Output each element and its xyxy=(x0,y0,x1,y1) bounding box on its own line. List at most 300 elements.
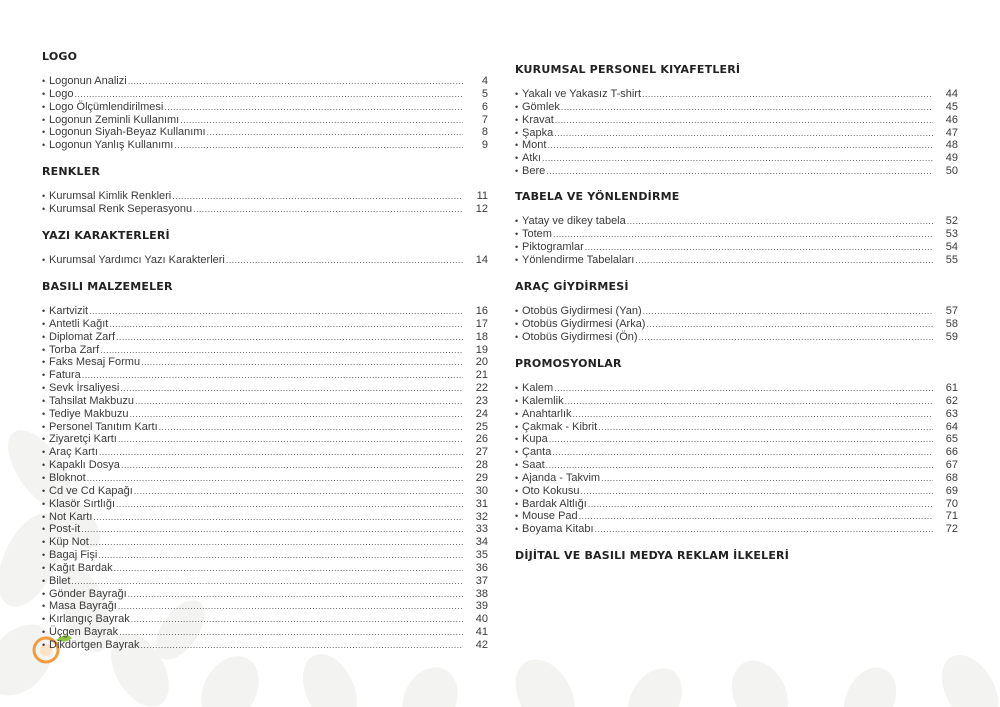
toc-entry[interactable] xyxy=(515,215,958,228)
toc-entry-label: Gönder Bayrağı xyxy=(49,587,127,600)
toc-entry-page-number: 38 xyxy=(475,587,488,600)
toc-section-kurumsal-personel-kiyafetleri xyxy=(515,63,958,178)
toc-entry[interactable] xyxy=(42,408,488,421)
dot-leader xyxy=(114,562,463,575)
toc-entry-label: Kurumsal Kimlik Renkleri xyxy=(49,190,172,202)
dot-leader xyxy=(119,626,463,639)
toc-entry[interactable] xyxy=(515,152,958,165)
toc-entry-label: Fatura xyxy=(49,369,81,382)
dot-leader xyxy=(547,139,933,152)
dot-leader xyxy=(172,190,463,203)
toc-entry-page-number: 62 xyxy=(945,394,958,407)
toc-entry-label: Kravat xyxy=(522,113,554,126)
toc-entry[interactable] xyxy=(42,459,488,472)
toc-entry[interactable] xyxy=(42,75,488,88)
toc-entry-page-number: 26 xyxy=(475,433,488,446)
bullet-icon: • xyxy=(42,127,46,138)
toc-entry-label: Atkı xyxy=(522,152,541,165)
dot-leader xyxy=(552,446,933,459)
toc-entry[interactable] xyxy=(42,575,488,588)
dot-leader xyxy=(554,382,933,395)
dot-leader xyxy=(546,165,933,178)
toc-entry[interactable] xyxy=(42,511,488,524)
dot-leader xyxy=(553,228,933,241)
toc-entry[interactable] xyxy=(515,88,958,101)
bullet-icon: • xyxy=(515,228,519,239)
toc-entry-page-number: 16 xyxy=(475,305,488,317)
dot-leader xyxy=(635,254,933,267)
bullet-icon: • xyxy=(42,639,46,650)
dot-leader xyxy=(135,395,463,408)
toc-entry[interactable] xyxy=(515,254,958,267)
toc-entry[interactable] xyxy=(515,485,958,498)
dot-leader xyxy=(118,600,463,613)
toc-entry[interactable] xyxy=(515,433,958,446)
toc-entry-label: Yönlendirme Tabelaları xyxy=(522,253,635,266)
toc-entry-page-number: 8 xyxy=(481,126,488,139)
toc-entry-label: Logonun Siyah-Beyaz Kullanımı xyxy=(49,126,206,139)
toc-entry-label: Kağıt Bardak xyxy=(49,561,113,574)
bullet-icon: • xyxy=(42,357,46,368)
toc-entry-label: Logo xyxy=(49,87,74,100)
bullet-icon: • xyxy=(515,89,519,99)
toc-entry-label: Sevk İrsaliyesi xyxy=(49,382,120,395)
bullet-icon: • xyxy=(42,421,46,432)
toc-entry[interactable] xyxy=(515,318,958,331)
toc-entry[interactable] xyxy=(42,613,488,626)
toc-entry-label: Piktogramlar xyxy=(522,240,584,253)
toc-entry-page-number: 4 xyxy=(481,75,488,87)
toc-entry-label: Bilet xyxy=(49,574,71,587)
toc-entry-page-number: 29 xyxy=(475,471,488,484)
bullet-icon: • xyxy=(42,562,46,573)
toc-entry[interactable] xyxy=(42,523,488,536)
bullet-icon: • xyxy=(42,447,46,458)
toc-entry[interactable] xyxy=(515,305,958,318)
toc-entry[interactable] xyxy=(42,446,488,459)
toc-entry[interactable] xyxy=(515,421,958,434)
toc-entry-page-number: 42 xyxy=(475,638,488,651)
toc-entry-label: Mont xyxy=(522,139,547,152)
toc-entry-page-number: 34 xyxy=(475,536,488,549)
dot-leader xyxy=(565,395,933,408)
dot-leader xyxy=(639,331,933,344)
section-title: TABELA VE YÖNLENDİRME xyxy=(515,190,680,203)
toc-entry-page-number: 41 xyxy=(475,626,488,639)
toc-entry-page-number: 55 xyxy=(945,253,958,266)
toc-entry-page-number: 49 xyxy=(945,152,958,165)
toc-list xyxy=(515,88,958,178)
toc-entry-page-number: 44 xyxy=(945,88,958,100)
bullet-icon: • xyxy=(515,383,519,393)
toc-entry[interactable] xyxy=(515,228,958,241)
bullet-icon: • xyxy=(42,191,46,201)
bullet-icon: • xyxy=(42,537,46,548)
toc-entry[interactable] xyxy=(42,549,488,562)
bullet-icon: • xyxy=(42,434,46,445)
toc-entry[interactable] xyxy=(42,382,488,395)
bullet-icon: • xyxy=(515,140,519,151)
dot-leader xyxy=(90,536,463,549)
bullet-icon: • xyxy=(42,588,46,599)
toc-entry-page-number: 71 xyxy=(945,510,958,523)
toc-entry[interactable] xyxy=(42,331,488,344)
toc-entry[interactable] xyxy=(515,395,958,408)
toc-entry-page-number: 59 xyxy=(945,330,958,343)
dot-leader xyxy=(109,318,463,331)
dot-leader xyxy=(595,523,933,536)
toc-entry[interactable] xyxy=(42,114,488,127)
toc-entry-label: Not Kartı xyxy=(49,510,93,523)
dot-leader xyxy=(98,549,463,562)
dot-leader xyxy=(130,408,464,421)
toc-entry[interactable] xyxy=(42,600,488,613)
toc-entry[interactable] xyxy=(515,127,958,140)
toc-entry-label: Yatay ve dikey tabela xyxy=(522,215,626,227)
toc-entry-label: Kalemlik xyxy=(522,394,564,407)
bullet-icon: • xyxy=(515,511,519,522)
toc-entry-label: Logonun Analizi xyxy=(49,75,127,87)
toc-entry-page-number: 35 xyxy=(475,549,488,562)
bullet-icon: • xyxy=(42,498,46,509)
toc-entry-label: Saat xyxy=(522,459,545,472)
bullet-icon: • xyxy=(42,370,46,381)
toc-entry-page-number: 58 xyxy=(945,317,958,330)
dot-leader xyxy=(100,344,463,357)
bullet-icon: • xyxy=(42,575,46,586)
toc-entry-page-number: 57 xyxy=(945,305,958,317)
toc-entry-label: Post-it xyxy=(49,523,81,536)
bullet-icon: • xyxy=(42,383,46,394)
section-title: YAZI KARAKTERLERİ xyxy=(42,229,170,242)
toc-entry-page-number: 18 xyxy=(475,330,488,343)
toc-entry-label: Bere xyxy=(522,165,546,178)
toc-section-promosyonlar xyxy=(515,357,958,536)
toc-entry-page-number: 24 xyxy=(475,407,488,420)
toc-entry-label: Çanta xyxy=(522,446,552,459)
toc-entry[interactable] xyxy=(515,139,958,152)
bullet-icon: • xyxy=(515,216,519,226)
toc-entry-page-number: 72 xyxy=(945,523,958,536)
bullet-icon: • xyxy=(515,447,519,458)
toc-entry-page-number: 67 xyxy=(945,459,958,472)
toc-entry-label: Yakalı ve Yakasız T-shirt xyxy=(522,88,642,100)
toc-entry-page-number: 63 xyxy=(945,407,958,420)
section-title: BASILI MALZEMELER xyxy=(42,280,173,293)
toc-entry-label: Logonun Zeminli Kullanımı xyxy=(49,113,180,126)
toc-entry[interactable] xyxy=(515,114,958,127)
dot-leader xyxy=(141,356,463,369)
toc-entry[interactable] xyxy=(42,588,488,601)
toc-entry[interactable] xyxy=(42,356,488,369)
dot-leader xyxy=(573,408,933,421)
toc-entry-page-number: 40 xyxy=(475,613,488,626)
toc-entry-page-number: 9 xyxy=(481,139,488,152)
toc-entry-label: Küp Not xyxy=(49,536,89,549)
bullet-icon: • xyxy=(515,166,519,177)
toc-section-arac-giydirmesi xyxy=(515,280,958,343)
dot-leader xyxy=(579,510,933,523)
toc-entry-page-number: 20 xyxy=(475,356,488,369)
toc-list xyxy=(515,215,958,266)
dot-leader xyxy=(546,459,933,472)
dot-leader xyxy=(174,139,463,152)
toc-entry-page-number: 66 xyxy=(945,446,958,459)
toc-entry-label: Kapaklı Dosya xyxy=(49,459,120,472)
toc-entry[interactable] xyxy=(515,165,958,178)
bullet-icon: • xyxy=(515,101,519,112)
dot-leader xyxy=(128,588,463,601)
bullet-icon: • xyxy=(515,408,519,419)
bullet-icon: • xyxy=(515,153,519,164)
toc-entry-page-number: 36 xyxy=(475,561,488,574)
toc-entry[interactable] xyxy=(515,498,958,511)
toc-entry[interactable] xyxy=(42,472,488,485)
toc-entry-label: Cd ve Cd Kapağı xyxy=(49,484,133,497)
toc-entry-page-number: 14 xyxy=(475,254,488,266)
toc-entry-label: Logo Ölçümlendirilmesi xyxy=(49,100,164,113)
toc-entry[interactable] xyxy=(42,318,488,331)
dot-leader xyxy=(193,203,463,216)
dot-leader xyxy=(554,127,933,140)
toc-entry[interactable] xyxy=(515,331,958,344)
toc-entry[interactable] xyxy=(42,498,488,511)
section-title: LOGO xyxy=(42,50,78,63)
bullet-icon: • xyxy=(42,88,46,99)
toc-entry-label: Kalem xyxy=(522,382,554,394)
toc-entry-label: Faks Mesaj Formu xyxy=(49,356,141,369)
dot-leader xyxy=(118,433,463,446)
toc-entry[interactable] xyxy=(515,472,958,485)
bullet-icon: • xyxy=(515,472,519,483)
bullet-icon: • xyxy=(515,395,519,406)
toc-entry-label: Mouse Pad xyxy=(522,510,578,523)
toc-entry-page-number: 32 xyxy=(475,510,488,523)
dot-leader xyxy=(226,254,463,267)
toc-entry[interactable] xyxy=(42,433,488,446)
toc-entry-page-number: 5 xyxy=(481,87,488,100)
bullet-icon: • xyxy=(42,627,46,638)
toc-entry-page-number: 50 xyxy=(945,165,958,178)
bullet-icon: • xyxy=(515,524,519,535)
dot-leader xyxy=(646,318,933,331)
toc-section-renkler xyxy=(42,165,488,215)
bullet-icon: • xyxy=(42,318,46,329)
bullet-icon: • xyxy=(42,76,46,86)
dot-leader xyxy=(549,433,933,446)
toc-entry[interactable] xyxy=(42,485,488,498)
dot-leader xyxy=(627,215,933,228)
toc-list xyxy=(42,190,488,216)
toc-list xyxy=(515,305,958,344)
toc-entry[interactable] xyxy=(42,536,488,549)
dot-leader xyxy=(642,88,933,101)
toc-entry-label: Üçgen Bayrak xyxy=(49,626,119,639)
bullet-icon: • xyxy=(515,498,519,509)
bullet-icon: • xyxy=(42,395,46,406)
toc-entry[interactable] xyxy=(42,421,488,434)
dot-leader xyxy=(585,241,933,254)
bullet-icon: • xyxy=(42,306,46,316)
toc-entry-label: Otobüs Giydirmesi (Ön) xyxy=(522,330,638,343)
dot-leader xyxy=(82,369,463,382)
dot-leader xyxy=(141,639,464,652)
toc-entry[interactable] xyxy=(42,88,488,101)
toc-entry-page-number: 28 xyxy=(475,459,488,472)
toc-entry-page-number: 52 xyxy=(945,215,958,227)
toc-entry-page-number: 47 xyxy=(945,126,958,139)
dot-leader xyxy=(598,421,933,434)
toc-entry-page-number: 68 xyxy=(945,471,958,484)
toc-entry-page-number: 33 xyxy=(475,523,488,536)
bullet-icon: • xyxy=(515,421,519,432)
toc-entry-page-number: 25 xyxy=(475,420,488,433)
bullet-icon: • xyxy=(42,601,46,612)
toc-entry-page-number: 70 xyxy=(945,497,958,510)
toc-entry[interactable] xyxy=(515,241,958,254)
bullet-icon: • xyxy=(515,460,519,471)
dot-leader xyxy=(159,421,463,434)
bullet-icon: • xyxy=(42,203,46,214)
dot-leader xyxy=(561,101,933,114)
bullet-icon: • xyxy=(42,472,46,483)
toc-section-dijital-ve-basili-medya xyxy=(515,549,958,563)
dot-leader xyxy=(71,575,463,588)
bullet-icon: • xyxy=(42,460,46,471)
toc-entry-page-number: 23 xyxy=(475,394,488,407)
dot-leader xyxy=(542,152,933,165)
toc-section-basili-malzemeler xyxy=(42,280,488,651)
bullet-icon: • xyxy=(42,408,46,419)
bullet-icon: • xyxy=(42,114,46,125)
toc-entry-page-number: 48 xyxy=(945,139,958,152)
section-title: PROMOSYONLAR xyxy=(515,357,622,370)
toc-entry[interactable] xyxy=(42,639,488,652)
toc-entry[interactable] xyxy=(42,626,488,639)
toc-entry-label: Boyama Kitabı xyxy=(522,523,594,536)
toc-entry-page-number: 46 xyxy=(945,113,958,126)
toc-entry[interactable] xyxy=(42,344,488,357)
toc-entry[interactable] xyxy=(42,305,488,318)
toc-entry[interactable] xyxy=(42,126,488,139)
toc-section-tabela-ve-yonlendirme xyxy=(515,190,958,266)
bullet-icon: • xyxy=(42,255,46,265)
toc-entry-label: Bardak Altlığı xyxy=(522,497,587,510)
toc-entry-page-number: 19 xyxy=(475,343,488,356)
toc-entry-label: Kurumsal Yardımcı Yazı Karakterleri xyxy=(49,254,225,266)
toc-entry-label: Çakmak - Kibrit xyxy=(522,420,598,433)
bullet-icon: • xyxy=(515,306,519,316)
toc-entry-page-number: 39 xyxy=(475,600,488,613)
toc-entry-label: Klasör Sırtlığı xyxy=(49,497,116,510)
toc-entry[interactable] xyxy=(515,510,958,523)
toc-entry-label: Logonun Yanlış Kullanımı xyxy=(49,139,174,152)
toc-entry-page-number: 22 xyxy=(475,382,488,395)
toc-entry-label: Personel Tanıtım Kartı xyxy=(49,420,158,433)
bullet-icon: • xyxy=(42,485,46,496)
toc-entry-label: Kurumsal Renk Seperasyonu xyxy=(49,202,193,215)
toc-entry-label: Ajanda - Takvim xyxy=(522,471,601,484)
toc-entry-label: Tahsilat Makbuzu xyxy=(49,394,134,407)
toc-entry-label: Torba Zarf xyxy=(49,343,100,356)
bullet-icon: • xyxy=(515,331,519,342)
toc-entry[interactable] xyxy=(42,139,488,152)
toc-entry-page-number: 30 xyxy=(475,484,488,497)
toc-entry-label: Anahtarlık xyxy=(522,407,572,420)
toc-entry[interactable] xyxy=(515,446,958,459)
toc-entry[interactable] xyxy=(515,459,958,472)
toc-entry-page-number: 65 xyxy=(945,433,958,446)
bullet-icon: • xyxy=(42,344,46,355)
dot-leader xyxy=(128,75,463,88)
toc-entry-label: Tediye Makbuzu xyxy=(49,407,129,420)
dot-leader xyxy=(116,331,463,344)
dot-leader xyxy=(116,498,463,511)
toc-entry[interactable] xyxy=(42,395,488,408)
toc-entry[interactable] xyxy=(515,101,958,114)
bullet-icon: • xyxy=(515,318,519,329)
bullet-icon: • xyxy=(42,614,46,625)
toc-entry-label: Otobüs Giydirmesi (Yan) xyxy=(522,305,642,317)
toc-entry[interactable] xyxy=(515,382,958,395)
dot-leader xyxy=(131,613,463,626)
toc-entry-page-number: 21 xyxy=(475,369,488,382)
dot-leader xyxy=(93,511,463,524)
toc-entry[interactable] xyxy=(42,203,488,216)
dot-leader xyxy=(134,485,463,498)
dot-leader xyxy=(120,382,463,395)
toc-entry-label: Araç Kartı xyxy=(49,446,98,459)
toc-entry[interactable] xyxy=(42,101,488,114)
toc-entry-label: Antetli Kağıt xyxy=(49,317,109,330)
section-title: DİJİTAL VE BASILI MEDYA REKLAM İLKELERİ xyxy=(515,549,789,562)
toc-entry-label: Totem xyxy=(522,227,552,240)
toc-entry-page-number: 53 xyxy=(945,227,958,240)
dot-leader xyxy=(74,88,463,101)
section-title: ARAÇ GİYDİRMESİ xyxy=(515,280,629,293)
toc-entry-label: Gömlek xyxy=(522,100,560,113)
toc-entry-label: Bagaj Fişi xyxy=(49,549,98,562)
toc-entry-page-number: 64 xyxy=(945,420,958,433)
toc-list xyxy=(515,382,958,536)
bullet-icon: • xyxy=(42,511,46,522)
toc-entry[interactable] xyxy=(42,562,488,575)
toc-entry-label: Ziyaretçi Kartı xyxy=(49,433,117,446)
toc-entry-label: Dikdörtgen Bayrak xyxy=(49,638,140,651)
section-title: RENKLER xyxy=(42,165,101,178)
toc-entry[interactable] xyxy=(42,190,488,203)
toc-entry[interactable] xyxy=(515,523,958,536)
toc-entry[interactable] xyxy=(515,408,958,421)
dot-leader xyxy=(588,498,933,511)
dot-leader xyxy=(121,459,463,472)
bullet-icon: • xyxy=(42,101,46,112)
toc-list xyxy=(42,254,488,267)
toc-list xyxy=(42,75,488,152)
toc-entry[interactable] xyxy=(42,254,488,267)
toc-entry-page-number: 27 xyxy=(475,446,488,459)
bullet-icon: • xyxy=(515,254,519,265)
section-title: KURUMSAL PERSONEL KIYAFETLERİ xyxy=(515,63,741,76)
bullet-icon: • xyxy=(42,524,46,535)
toc-entry-page-number: 17 xyxy=(475,317,488,330)
toc-entry-label: Şapka xyxy=(522,126,554,139)
toc-entry-page-number: 11 xyxy=(476,190,488,202)
toc-entry-page-number: 7 xyxy=(481,113,488,126)
toc-entry[interactable] xyxy=(42,369,488,382)
toc-entry-page-number: 12 xyxy=(475,202,488,215)
toc-entry-label: Kartvizit xyxy=(49,305,89,317)
